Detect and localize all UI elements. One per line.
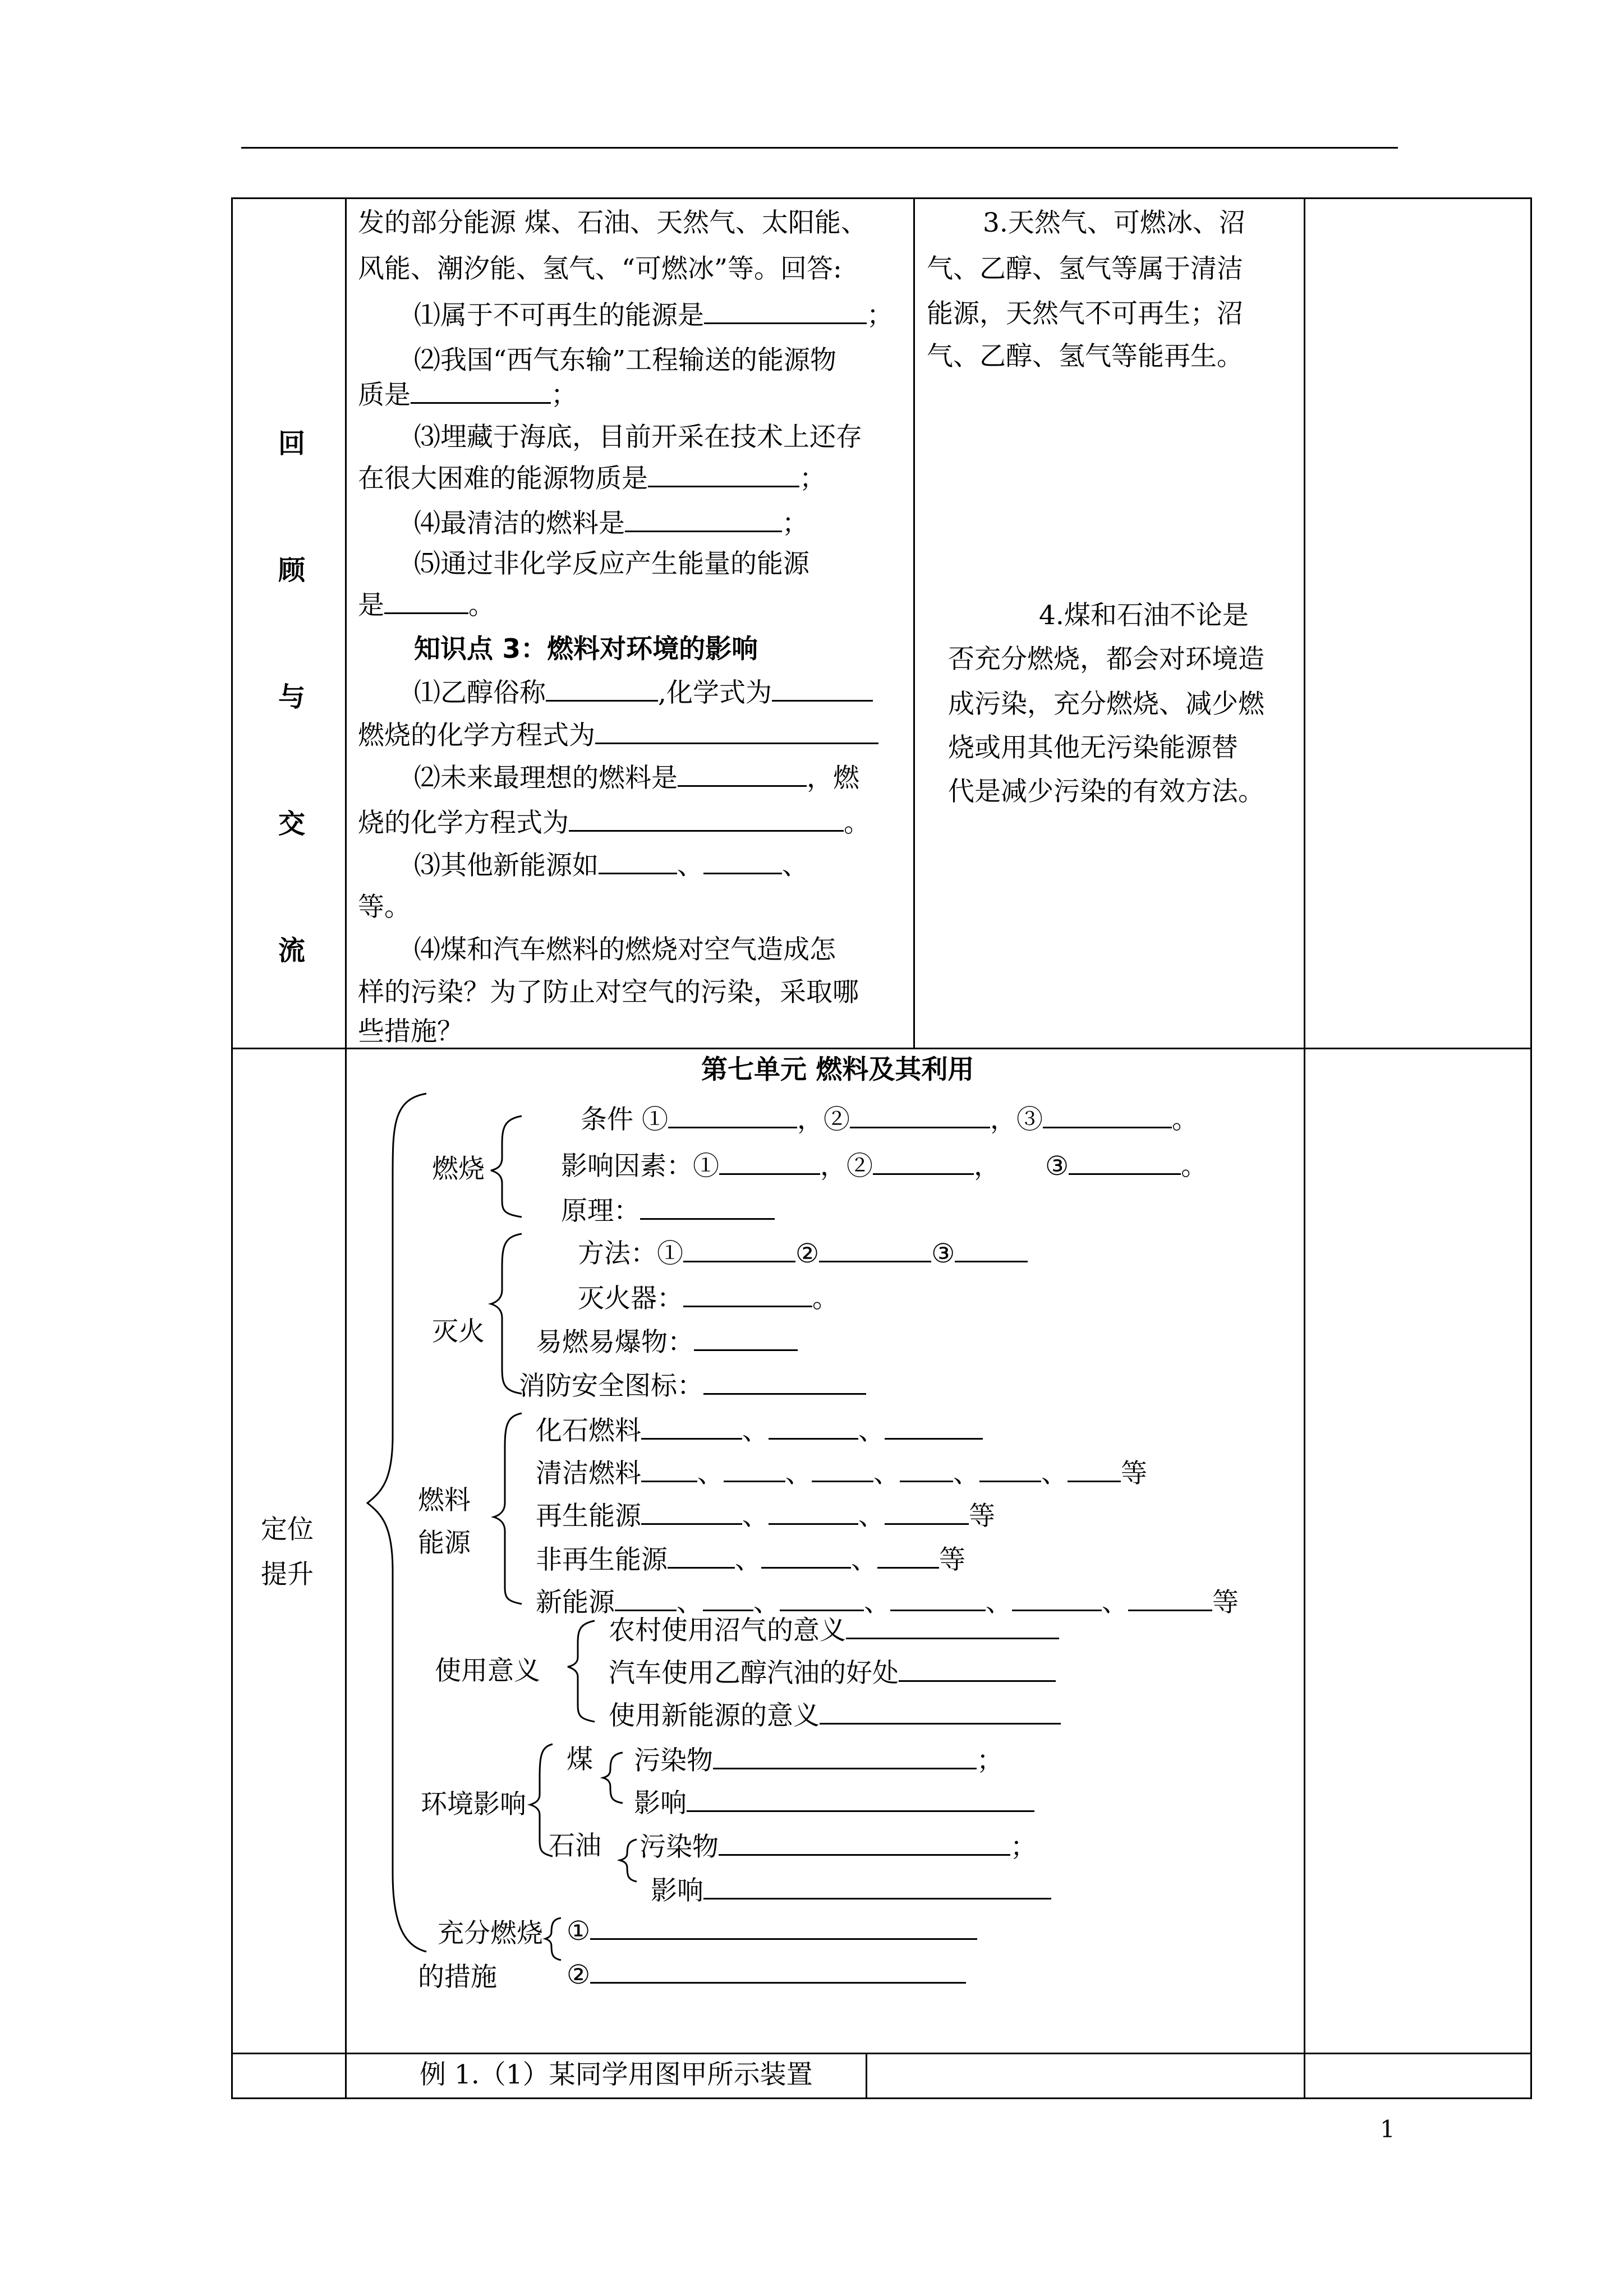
punct: 、 [742, 1501, 769, 1532]
punct: 、 [858, 1416, 885, 1446]
question-2b-text: 质是 [358, 380, 411, 411]
answer-blank[interactable] [641, 1456, 697, 1482]
usage-brace [568, 1621, 595, 1722]
answer-blank[interactable] [1043, 1102, 1172, 1128]
answer-blank[interactable] [761, 1542, 851, 1569]
oil-effect-text: 影响 [651, 1875, 703, 1906]
fire-extinguisher-text: 灭火器： [578, 1283, 683, 1314]
answer-blank[interactable] [668, 1102, 797, 1128]
flammable-items [536, 1325, 798, 1359]
review-label-char-3: 与 [278, 681, 306, 713]
punct: ； [782, 508, 808, 539]
question-3a: ⑶埋藏于海底，目前开采在技术上还存 [414, 422, 862, 453]
coal-brace [603, 1753, 623, 1803]
full-burn-label-2: 的措施 [418, 1962, 497, 1993]
punct: 等 [1121, 1458, 1147, 1489]
review-label-char-4: 交 [278, 808, 306, 840]
note-3-line1: 3.天然气、可燃冰、沼 [983, 208, 1245, 238]
new-energy-meaning-text: 使用新能源的意义 [609, 1700, 820, 1731]
k1-text-b: ,化学式为 [658, 677, 772, 708]
coal-effect [634, 1786, 1034, 1820]
punct: 、 [697, 1458, 724, 1489]
knowledge-point-3-title: 知识点 3：燃料对环境的影响 [414, 634, 758, 665]
oil-effect [651, 1873, 1051, 1908]
punct: ； [977, 1745, 1003, 1776]
burning-principle-text: 原理： [561, 1196, 640, 1227]
punct: 等 [1212, 1587, 1239, 1618]
k4-line1: ⑷煤和汽车燃料的燃烧对空气造成怎 [414, 934, 836, 965]
fuel-energy-label-2: 能源 [418, 1528, 471, 1559]
coal-effect-text: 影响 [634, 1788, 687, 1819]
circled-2: ② [823, 1104, 850, 1135]
punct: 、 [785, 1458, 812, 1489]
k2-text-a: ⑵未来最理想的燃料是 [414, 763, 678, 794]
fire-methods-text: 方法：① [578, 1238, 683, 1269]
summary-label-line1: 定位 [261, 1514, 314, 1545]
burning-factors [561, 1149, 1207, 1183]
answer-blank[interactable] [1012, 1585, 1102, 1611]
nonrenewable-energy-text: 非再生能源 [536, 1545, 668, 1575]
burning-factors-text: 影响因素：① [561, 1151, 719, 1182]
clean-fuels [536, 1456, 1147, 1491]
note-3-line4: 气、乙醇、氢气等能再生。 [927, 341, 1243, 372]
fire-extinguisher [578, 1281, 839, 1316]
burning-brace [491, 1116, 522, 1217]
burning-principle [561, 1193, 775, 1228]
answer-blank[interactable] [719, 1829, 1010, 1856]
note-4-line2: 否充分燃烧，都会对环境造 [948, 644, 1264, 675]
answer-blank[interactable] [590, 1957, 966, 1984]
fossil-fuels [536, 1413, 983, 1448]
full-burn-measure-2 [567, 1957, 966, 1992]
answer-blank[interactable] [683, 1236, 795, 1262]
punct: 。 [812, 1283, 839, 1314]
intro-line-2: 风能、潮汐能、氢气、“可燃冰”等。回答: [358, 253, 842, 284]
flammable-items-text: 易燃易爆物： [536, 1327, 694, 1358]
answer-blank[interactable] [703, 1873, 1051, 1899]
summary-title: 第七单元 燃料及其利用 [701, 1054, 974, 1085]
punct: ； [867, 300, 893, 331]
answer-blank[interactable] [641, 1499, 742, 1525]
answer-blank[interactable] [724, 1456, 785, 1482]
k1-text-c: 燃烧的化学方程式为 [358, 720, 595, 751]
punct: 、 [851, 1545, 877, 1575]
answer-blank[interactable] [713, 1743, 977, 1769]
punct: 、 [735, 1545, 761, 1575]
answer-blank[interactable] [683, 1281, 812, 1307]
answer-blank[interactable] [668, 1542, 735, 1569]
question-5a: ⑸通过非化学反应产生能量的能源 [414, 548, 809, 579]
review-label-char-1: 回 [278, 428, 306, 459]
answer-blank[interactable] [873, 1149, 974, 1175]
clean-fuels-text: 清洁燃料 [536, 1458, 641, 1489]
punct: 。 [844, 808, 870, 838]
punct: ， [797, 1104, 823, 1135]
answer-blank[interactable] [769, 1413, 858, 1440]
punct: 、 [677, 1587, 703, 1618]
answer-blank[interactable] [719, 1149, 820, 1175]
k1-text-a: ⑴乙醇俗称 [414, 677, 546, 708]
question-3b-text: 在很大困难的能源物质是 [358, 463, 648, 494]
punct: 、 [953, 1458, 979, 1489]
answer-blank[interactable] [687, 1786, 1034, 1812]
punct: ， [820, 1151, 846, 1182]
answer-blank[interactable] [703, 1368, 866, 1395]
safety-signs-text: 消防安全图标： [519, 1371, 703, 1401]
punct: 。 [1171, 1104, 1198, 1135]
circled-2: ② [846, 1151, 873, 1182]
note-4-line4: 烧或用其他无污染能源替 [948, 732, 1238, 763]
circled-3: ③ [931, 1238, 955, 1269]
k3-line2: 等。 [358, 892, 411, 923]
answer-blank[interactable] [641, 1413, 742, 1440]
answer-blank[interactable] [955, 1236, 1028, 1262]
question-1-text: ⑴属于不可再生的能源是 [414, 300, 704, 331]
question-2a: ⑵我国“西气东输”工程输送的能源物 [414, 345, 837, 376]
answer-blank[interactable] [1128, 1585, 1212, 1611]
answer-blank[interactable] [819, 1236, 931, 1262]
fire-methods [578, 1236, 1028, 1271]
answer-blank[interactable] [885, 1413, 983, 1440]
punct: ， [974, 1151, 1000, 1182]
punct: 。 [468, 590, 495, 621]
answer-blank[interactable] [703, 1585, 753, 1611]
punct: 、 [1041, 1458, 1068, 1489]
punct: ； [551, 380, 577, 411]
answer-blank[interactable] [780, 1585, 864, 1611]
ethanol-gas-benefit [609, 1656, 1056, 1690]
coal-pollutant-text: 污染物 [634, 1745, 713, 1776]
k3-text-a: ⑶其他新能源如 [414, 850, 599, 881]
summary-label-line2: 提升 [261, 1559, 314, 1590]
renewable-energy [536, 1499, 995, 1533]
ethanol-gas-benefit-text: 汽车使用乙醇汽油的好处 [609, 1658, 899, 1689]
answer-blank[interactable] [812, 1456, 873, 1482]
fuel-brace [494, 1413, 522, 1604]
circled-2: ② [567, 1960, 591, 1990]
fire-brace [491, 1234, 522, 1394]
example-1-text: 例 1.（1）某同学用图甲所示装置 [420, 2059, 813, 2090]
note-4-line3: 成污染，充分燃烧、减少燃 [948, 689, 1264, 720]
full-burn-measure-1 [567, 1914, 977, 1948]
burning-conditions-text: 条件 ① [581, 1104, 668, 1135]
fire-out-label: 灭火 [432, 1316, 485, 1347]
review-label-char-2: 顾 [278, 555, 306, 586]
punct: 、 [782, 850, 808, 881]
punct: 、 [986, 1587, 1012, 1618]
answer-blank[interactable] [885, 1499, 969, 1525]
nonrenewable-energy [536, 1542, 965, 1577]
k2-text-c: 烧的化学方程式为 [358, 808, 569, 838]
review-label-char-5: 流 [278, 935, 306, 966]
k4-line2: 样的污染？为了防止对空气的污染，采取哪 [358, 977, 859, 1008]
note-4-line5: 代是减少污染的有效方法。 [948, 776, 1264, 807]
biogas-meaning [609, 1613, 1059, 1648]
answer-blank[interactable] [694, 1325, 798, 1351]
safety-signs [519, 1368, 866, 1403]
question-4-text: ⑷最清洁的燃料是 [414, 508, 625, 539]
punct: 、 [1102, 1587, 1128, 1618]
answer-blank[interactable] [900, 1456, 953, 1482]
full-burn-brace [545, 1918, 561, 1960]
fuel-energy-label-1: 燃料 [418, 1485, 471, 1516]
answer-blank[interactable] [877, 1542, 939, 1569]
answer-blank[interactable] [1068, 1456, 1121, 1482]
burning-conditions [581, 1102, 1198, 1137]
main-brace [367, 1094, 426, 1952]
note-4-line1: 4.煤和石油不论是 [1039, 600, 1249, 631]
punct: 、 [864, 1587, 890, 1618]
note-3-line3: 能源，天然气不可再生；沼 [927, 298, 1243, 329]
punct: ； [799, 463, 826, 494]
burning-label: 燃烧 [432, 1154, 485, 1184]
punct: ； [1010, 1832, 1037, 1862]
renewable-energy-text: 再生能源 [536, 1501, 641, 1532]
answer-blank[interactable] [1069, 1149, 1181, 1175]
punct: ， [990, 1104, 1016, 1135]
full-burn-label-1: 充分燃烧 [438, 1918, 543, 1949]
answer-blank[interactable] [979, 1456, 1041, 1482]
intro-line-1: 发的部分能源 煤、石油、天然气、太阳能、 [358, 208, 867, 238]
oil-pollutant [640, 1829, 1037, 1864]
note-3-line2: 气、乙醇、氢气等属于清洁 [927, 253, 1243, 284]
question-5b-text: 是 [358, 590, 384, 621]
punct: 等 [969, 1501, 995, 1532]
answer-blank[interactable] [899, 1656, 1056, 1682]
k2-text-b: ，燃 [807, 763, 859, 794]
punct: 、 [753, 1587, 780, 1618]
punct: 。 [1181, 1151, 1208, 1182]
answer-blank[interactable] [820, 1698, 1061, 1725]
punct: 、 [873, 1458, 900, 1489]
answer-blank[interactable] [615, 1585, 677, 1611]
answer-blank[interactable] [769, 1499, 858, 1525]
answer-blank[interactable] [640, 1193, 775, 1220]
env-label: 环境影响 [421, 1789, 526, 1820]
answer-blank[interactable] [850, 1102, 990, 1128]
k4-line3: 些措施？ [358, 1016, 463, 1047]
oil-pollutant-text: 污染物 [640, 1832, 719, 1862]
punct: 、 [858, 1501, 885, 1532]
oil-brace [620, 1839, 637, 1882]
circled-2: ② [795, 1238, 820, 1269]
new-energy-text: 新能源 [536, 1587, 615, 1618]
coal-pollutant [634, 1743, 1003, 1778]
page-number: 1 [1380, 2115, 1395, 2143]
coal-label: 煤 [567, 1744, 593, 1775]
circled-1: ① [567, 1916, 591, 1947]
answer-blank[interactable] [590, 1914, 977, 1940]
fossil-fuels-text: 化石燃料 [536, 1416, 641, 1446]
circled-3: ③ [1016, 1104, 1043, 1135]
answer-blank[interactable] [890, 1585, 986, 1611]
usage-label: 使用意义 [435, 1656, 540, 1686]
new-energy-meaning [609, 1698, 1061, 1733]
punct: 等 [939, 1545, 965, 1575]
biogas-meaning-text: 农村使用沼气的意义 [609, 1615, 846, 1646]
answer-blank[interactable] [846, 1613, 1059, 1639]
punct: 、 [677, 850, 703, 881]
punct: 、 [742, 1416, 769, 1446]
circled-3: ③ [1045, 1151, 1069, 1182]
oil-label: 石油 [549, 1831, 601, 1861]
